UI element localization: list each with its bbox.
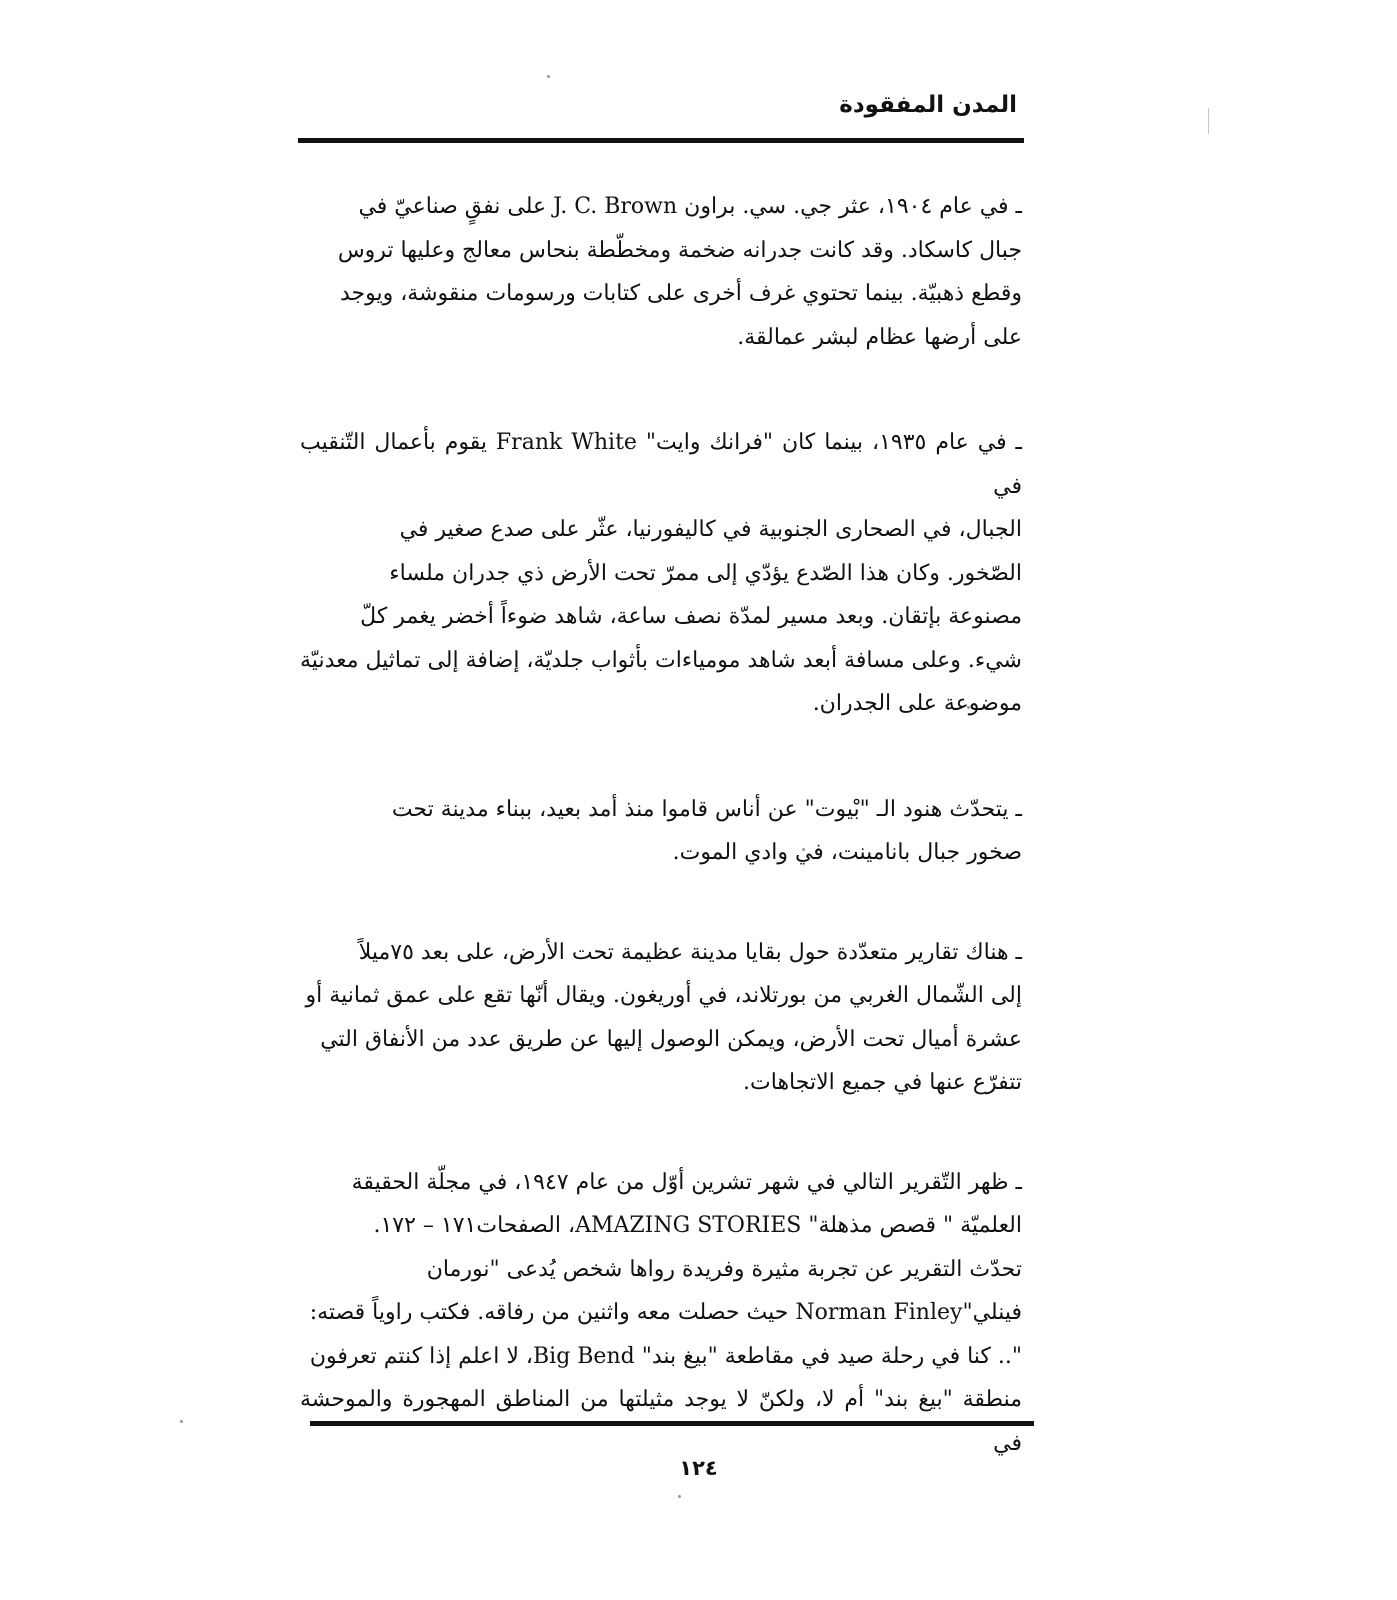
- text-line: على أرضها عظام لبشر عمالقة.: [737, 324, 1022, 350]
- text-line: تتفرّع عنها في جميع الاتجاهات.: [743, 1070, 1022, 1095]
- running-title: المدن المفقودة: [839, 92, 1017, 118]
- paragraph-gap: [300, 726, 1022, 788]
- paragraph-piute-legend: [300, 788, 1022, 875]
- scan-margin-mark: [1208, 108, 1209, 134]
- paragraph-gap: [300, 359, 1022, 421]
- text-line: موضوعة على الجدران.: [812, 691, 1022, 716]
- text-line: العلميّة " قصص مذهلة" AMAZING STORIES، الصفحات١٧١ – ١٧٢.: [373, 1213, 1022, 1238]
- page-number: ١٢٤: [679, 1456, 718, 1480]
- text-line: مصنوعة بإتقان. وبعد مسير لمدّة نصف ساعة، شاهد ضوءاً أخضر يغمر كلّ: [360, 604, 1022, 629]
- header-rule: [298, 138, 1024, 143]
- paragraph-frank-white: [300, 421, 1022, 726]
- text-line: تحدّث التقرير عن تجربة مثيرة وفريدة رواها شخص يُدعى "نورمان: [426, 1256, 1022, 1282]
- paragraph-oregon-city: [300, 931, 1022, 1105]
- text-line: الصّخور. وكان هذا الصّدع يؤدّي إلى ممرّ تحت الأرض ذي جدران ملساء: [389, 560, 1022, 586]
- paragraph-gap: [300, 1105, 1022, 1161]
- text-line: شيء. وعلى مسافة أبعد شاهد مومياءات بأثواب جلديّة، إضافة إلى تماثيل معدنيّة: [300, 647, 1022, 673]
- text-line: وقطع ذهبيّة. بينما تحتوي غرف أخرى على كتابات ورسومات منقوشة، ويوجد: [339, 281, 1022, 306]
- footer-rule: [310, 1421, 1034, 1426]
- text-line: فينلي"Norman Finley حيث حصلت معه واثنين من رفاقه. فكتب راوياً قصته:: [309, 1300, 1022, 1325]
- body-text: [300, 185, 1022, 1465]
- text-line: ـ يتحدّث هنود الـ "بْيوت" عن أناس قاموا منذ أمد بعيد، ببناء مدينة تحت: [391, 796, 1022, 822]
- text-line: ـ في عام ١٩٣٥، بينما كان "فرانك وايت" Frank White يقوم بأعمال التّنقيب في: [300, 430, 1022, 499]
- text-line: إلى الشّمال الغربي من بورتلاند، في أوريغون. ويقال أنّها تقع على عمق ثمانية أو: [305, 983, 1022, 1008]
- paragraph-brown-tunnel: [300, 185, 1022, 359]
- text-line: جبال كاسكاد. وقد كانت جدرانه ضخمة ومخطّطة بنحاس معالج وعليها تروس: [337, 237, 1022, 263]
- text-line: عشرة أميال تحت الأرض، ويمكن الوصول إليها عن طريق عدد من الأنفاق التي: [320, 1026, 1022, 1052]
- text-line: منطقة "بيغ بند" أم لا، ولكنّ لا يوجد مثيلتها من المناطق المهجورة والموحشة في: [300, 1387, 1022, 1456]
- text-line: ـ في عام ١٩٠٤، عثر جي. سي. براون J. C. Brown على نفقٍ صناعيّ في: [358, 194, 1022, 219]
- text-line: ".. كنا في رحلة صيد في مقاطعة "بيغ بند" Big Bend، لا اعلم إذا كنتم تعرفون: [309, 1343, 1022, 1369]
- text-line: ـ هناك تقارير متعدّدة حول بقايا مدينة عظيمة تحت الأرض، على بعد ٧٥ميلاً: [358, 939, 1022, 965]
- paragraph-gap: [300, 875, 1022, 931]
- scan-speck: [180, 1420, 183, 1423]
- scan-speck: [547, 75, 550, 78]
- paragraph-amazing-stories: [300, 1161, 1022, 1466]
- text-line: الجبال، في الصحارى الجنوبية في كاليفورنيا، عثّر على صدع صغير في: [399, 517, 1022, 542]
- text-line: ـ ظهر التّقرير التالي في شهر تشرين أوّل من عام ١٩٤٧، في مجلّة الحقيقة: [351, 1169, 1022, 1195]
- scan-speck: [678, 1495, 681, 1498]
- text-line: صخور جبال بانامينت، في وادي الموت.: [672, 840, 1022, 865]
